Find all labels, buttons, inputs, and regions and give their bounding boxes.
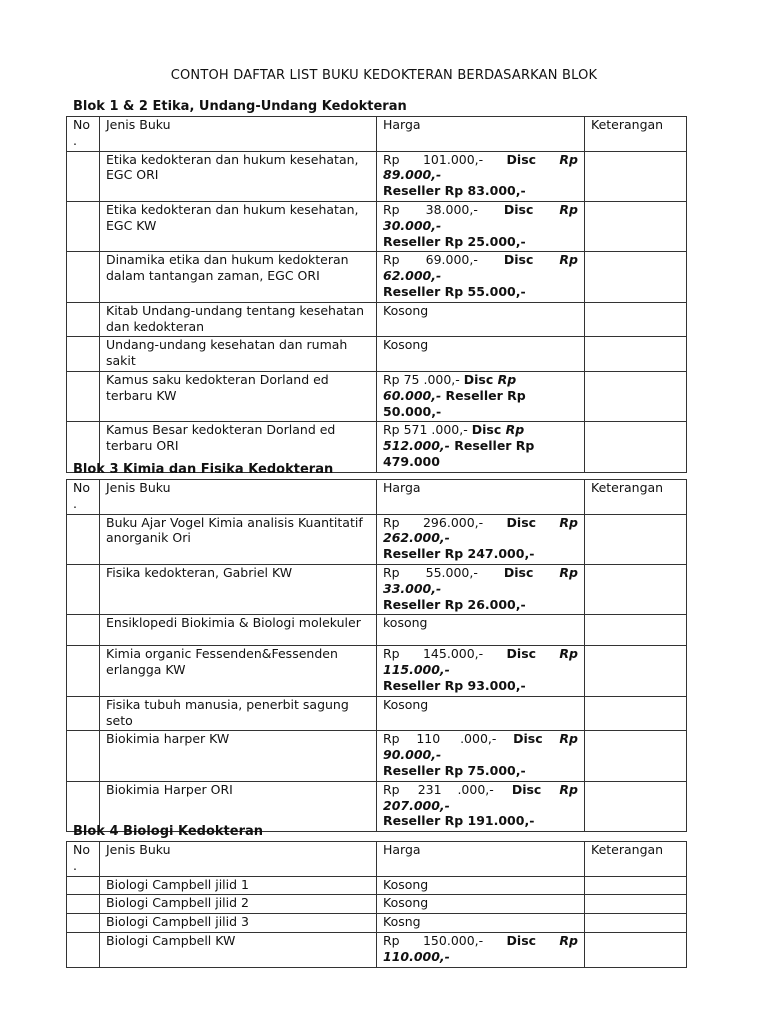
book-title: Ensiklopedi Biokimia & Biologi molekuler bbox=[100, 615, 377, 646]
table-row bbox=[67, 895, 687, 914]
col-header-harga: Harga bbox=[377, 842, 585, 877]
price-cell: Rp 75 .000,- Disc Rp 60.000,- Reseller Rp 50.000,- bbox=[377, 371, 585, 421]
table-row bbox=[67, 151, 687, 201]
price-cell: Kosong bbox=[377, 876, 585, 895]
table-row bbox=[67, 932, 687, 967]
price-cell: Kosong bbox=[377, 696, 585, 731]
book-table bbox=[66, 479, 687, 832]
book-title: Kamus saku kedokteran Dorland ed terbaru KW bbox=[100, 371, 377, 421]
col-header-keterangan: Keterangan bbox=[585, 117, 687, 152]
table-row bbox=[67, 615, 687, 646]
table-row bbox=[67, 201, 687, 251]
book-title: Biologi Campbell jilid 1 bbox=[100, 876, 377, 895]
col-header-jenis: Jenis Buku bbox=[100, 842, 377, 877]
book-title: Kamus Besar kedokteran Dorland ed terbaru ORI bbox=[100, 422, 377, 472]
table-row bbox=[67, 252, 687, 302]
col-header-no: No . bbox=[67, 117, 100, 152]
book-title: Kitab Undang-undang tentang kesehatan dan kedokteran bbox=[100, 302, 377, 337]
book-title: Undang-undang kesehatan dan rumah sakit bbox=[100, 337, 377, 372]
page-title: CONTOH DAFTAR LIST BUKU KEDOKTERAN BERDASARKAN BLOK bbox=[170, 68, 598, 83]
book-title: Biokimia Harper ORI bbox=[100, 781, 377, 831]
book-title: Kimia organic Fessenden&Fessenden erlangga KW bbox=[100, 646, 377, 696]
book-title: Buku Ajar Vogel Kimia analisis Kuantitatif anorganik Ori bbox=[100, 514, 377, 564]
book-title: Biologi Campbell jilid 3 bbox=[100, 914, 377, 933]
price-cell: Rp 150.000,- Disc Rp 110.000,- bbox=[377, 932, 585, 967]
price-cell: Rp 110 .000,- Disc Rp 90.000,- Reseller Rp 75.000,- bbox=[377, 731, 585, 781]
table-header-row bbox=[67, 480, 687, 515]
table-row bbox=[67, 514, 687, 564]
price-cell: Kosong bbox=[377, 337, 585, 372]
table-row bbox=[67, 337, 687, 372]
col-header-jenis: Jenis Buku bbox=[100, 480, 377, 515]
price-cell: Rp 101.000,- Disc Rp 89.000,- Reseller Rp 83.000,- bbox=[377, 151, 585, 201]
book-title: Biokimia harper KW bbox=[100, 731, 377, 781]
table-row bbox=[67, 731, 687, 781]
table-row bbox=[67, 646, 687, 696]
table-row bbox=[67, 876, 687, 895]
table-row bbox=[67, 564, 687, 614]
table-row bbox=[67, 371, 687, 421]
price-cell: Rp 145.000,- Disc Rp 115.000,- Reseller Rp 93.000,- bbox=[377, 646, 585, 696]
book-title: Fisika tubuh manusia, penerbit sagung seto bbox=[100, 696, 377, 731]
col-header-no: No . bbox=[67, 480, 100, 515]
table-row bbox=[67, 696, 687, 731]
book-title: Dinamika etika dan hukum kedokteran dalam tantangan zaman, EGC ORI bbox=[100, 252, 377, 302]
price-cell: Kosng bbox=[377, 914, 585, 933]
block-heading: Blok 4 Biologi Kedokteran bbox=[73, 824, 264, 839]
block-heading: Blok 1 & 2 Etika, Undang-Undang Kedokteran bbox=[73, 99, 407, 114]
book-title: Fisika kedokteran, Gabriel KW bbox=[100, 564, 377, 614]
book-title: Biologi Campbell KW bbox=[100, 932, 377, 967]
block-heading: Blok 3 Kimia dan Fisika Kedokteran bbox=[73, 462, 334, 477]
col-header-jenis: Jenis Buku bbox=[100, 117, 377, 152]
price-cell: Kosong bbox=[377, 302, 585, 337]
price-cell: Rp 38.000,- Disc Rp 30.000,- Reseller Rp 25.000,- bbox=[377, 201, 585, 251]
price-cell: Rp 55.000,- Disc Rp 33.000,- Reseller Rp 26.000,- bbox=[377, 564, 585, 614]
col-header-harga: Harga bbox=[377, 117, 585, 152]
table-header-row bbox=[67, 117, 687, 152]
price-cell: kosong bbox=[377, 615, 585, 646]
price-cell: Kosong bbox=[377, 895, 585, 914]
book-table bbox=[66, 116, 687, 473]
book-table bbox=[66, 841, 687, 968]
book-title: Etika kedokteran dan hukum kesehatan, EGC ORI bbox=[100, 151, 377, 201]
price-cell: Rp 571 .000,- Disc Rp 512.000,- Reseller Rp 479.000 bbox=[377, 422, 585, 472]
table-row bbox=[67, 914, 687, 933]
table-header-row bbox=[67, 842, 687, 877]
price-cell: Rp 296.000,- Disc Rp 262.000,- Reseller Rp 247.000,- bbox=[377, 514, 585, 564]
table-row bbox=[67, 302, 687, 337]
price-cell: Rp 231 .000,- Disc Rp 207.000,- Reseller Rp 191.000,- bbox=[377, 781, 585, 831]
col-header-harga: Harga bbox=[377, 480, 585, 515]
book-title: Biologi Campbell jilid 2 bbox=[100, 895, 377, 914]
col-header-keterangan: Keterangan bbox=[585, 480, 687, 515]
price-cell: Rp 69.000,- Disc Rp 62.000,- Reseller Rp 55.000,- bbox=[377, 252, 585, 302]
book-title: Etika kedokteran dan hukum kesehatan, EGC KW bbox=[100, 201, 377, 251]
col-header-no: No . bbox=[67, 842, 100, 877]
col-header-keterangan: Keterangan bbox=[585, 842, 687, 877]
